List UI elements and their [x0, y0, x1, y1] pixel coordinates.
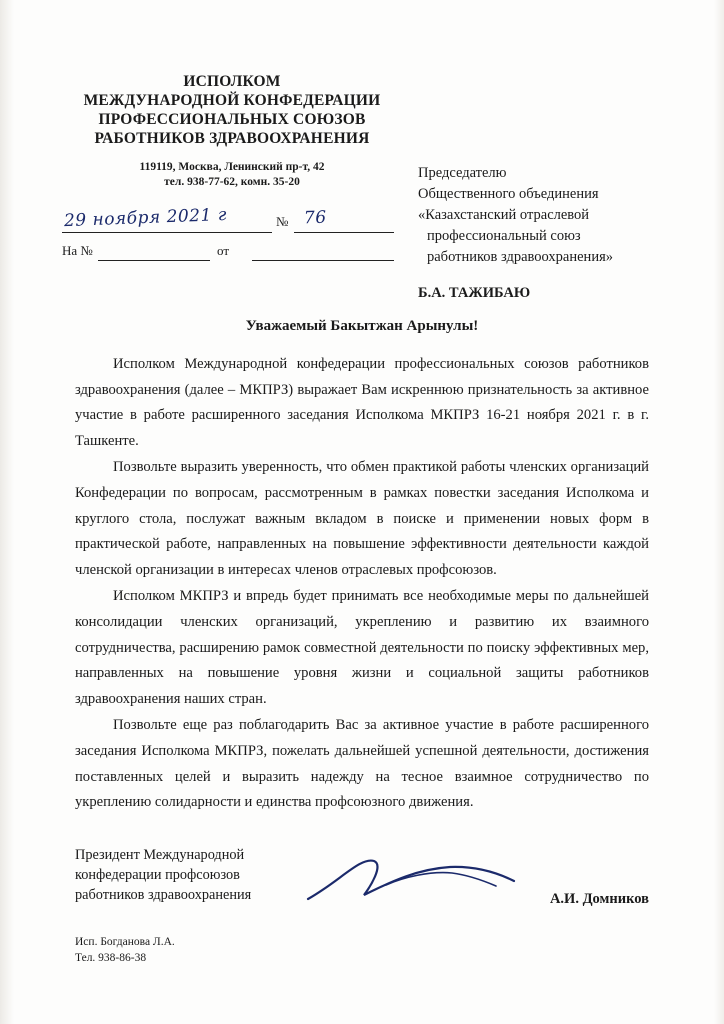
rule-incoming-number	[98, 260, 210, 261]
outgoing-number-label: №	[276, 214, 289, 229]
letterhead-line-3: ПРОФЕССИОНАЛЬНЫХ СОЮЗОВ	[98, 111, 366, 128]
rule-date	[62, 232, 272, 233]
recipient-line-2: Общественного объединения	[418, 186, 599, 202]
letterhead	[62, 72, 402, 190]
reference-row-outgoing	[62, 204, 392, 236]
body-paragraph-2: Позвольте выразить уверенность, что обмен практикой работы членских организаций Конфедерации по вопросам, рассмотренным в рамках повестки заседания Исполкома и круглого стола, послужат важным вкладом в поиске и применении новых форм в практической работе, направленных на повышение эффективности деятельности каждой членской организации в интересах членов отраслевых профсоюзов.	[75, 459, 649, 578]
outgoing-date-handwritten: 29 ноября 2021 г	[63, 204, 228, 232]
footer-phone: Тел. 938-86-38	[75, 952, 147, 964]
signatory-title-line-1: Президент Международной	[75, 847, 245, 863]
handwritten-signature-icon	[300, 851, 520, 911]
body-paragraph-1: Исполком Международной конфедерации профессиональных союзов работников здравоохранения (далее – МКПРЗ) выражает Вам искреннюю признательность за активное участие в работе расширенного заседания Исполкома МКПРЗ 16-21 ноября 2021 г. в г. Ташкенте.	[75, 356, 649, 449]
reference-block	[62, 204, 392, 266]
address-line-1: 119119, Москва, Ленинский пр-т, 42	[139, 161, 325, 173]
signatory-title-line-3: работников здравоохранения	[75, 887, 252, 903]
letterhead-line-1: ИСПОЛКОМ	[183, 73, 281, 90]
recipient-line-3: «Казахстанский отраслевой	[418, 207, 590, 223]
reference-row-incoming	[62, 240, 392, 266]
recipient-address	[418, 163, 688, 268]
body-paragraph-3: Исполком МКПРЗ и впредь будет принимать все необходимые меры по дальнейшей консолидации членских организаций, укреплению и развитию их взаимного сотрудничества, расширению рамок совместной деятельности по поиску эффективных мер, направленных на повышение уровня жизни и социальной защиты работников здравоохранения наших стран.	[75, 588, 649, 707]
incoming-date-label: от	[217, 243, 230, 258]
signatory-title	[75, 845, 305, 905]
body-paragraph-4: Позвольте еще раз поблагодарить Вас за активное участие в работе расширенного заседания Исполкома МКПРЗ, пожелать дальнейшей успешной деятельности, достижения поставленных целей и выразить надежду на тесное взаимное сотрудничество по укреплению солидарности и единства профсоюзного движения.	[75, 717, 649, 811]
recipient-name: Б.А. ТАЖИБАЮ	[418, 285, 531, 301]
letter-body	[75, 352, 649, 817]
letterhead-line-2: МЕЖДУНАРОДНОЙ КОНФЕДЕРАЦИИ	[83, 92, 381, 109]
salutation: Уважаемый Бакытжан Арынулы!	[245, 318, 479, 334]
rule-number	[294, 232, 394, 233]
outgoing-number-handwritten: 76	[303, 207, 327, 229]
letterhead-line-4: РАБОТНИКОВ ЗДРАВООХРАНЕНИЯ	[94, 130, 370, 147]
signatory-name: А.И. Домников	[549, 891, 649, 907]
incoming-number-label: На №	[62, 243, 93, 258]
signatory-title-line-2: конфедерации профсоюзов	[75, 867, 240, 883]
letterhead-address	[62, 160, 402, 190]
footer-executor: Исп. Богданова Л.А.	[75, 936, 175, 948]
recipient-line-1: Председателю	[418, 165, 507, 181]
recipient-line-5: работников здравоохранения»	[427, 249, 613, 265]
document-footer	[75, 934, 175, 966]
address-line-2: тел. 938-77-62, комн. 35-20	[164, 176, 300, 188]
signature-block	[75, 845, 649, 905]
recipient-line-4: профессиональный союз	[427, 228, 581, 244]
rule-incoming-date	[252, 260, 394, 261]
